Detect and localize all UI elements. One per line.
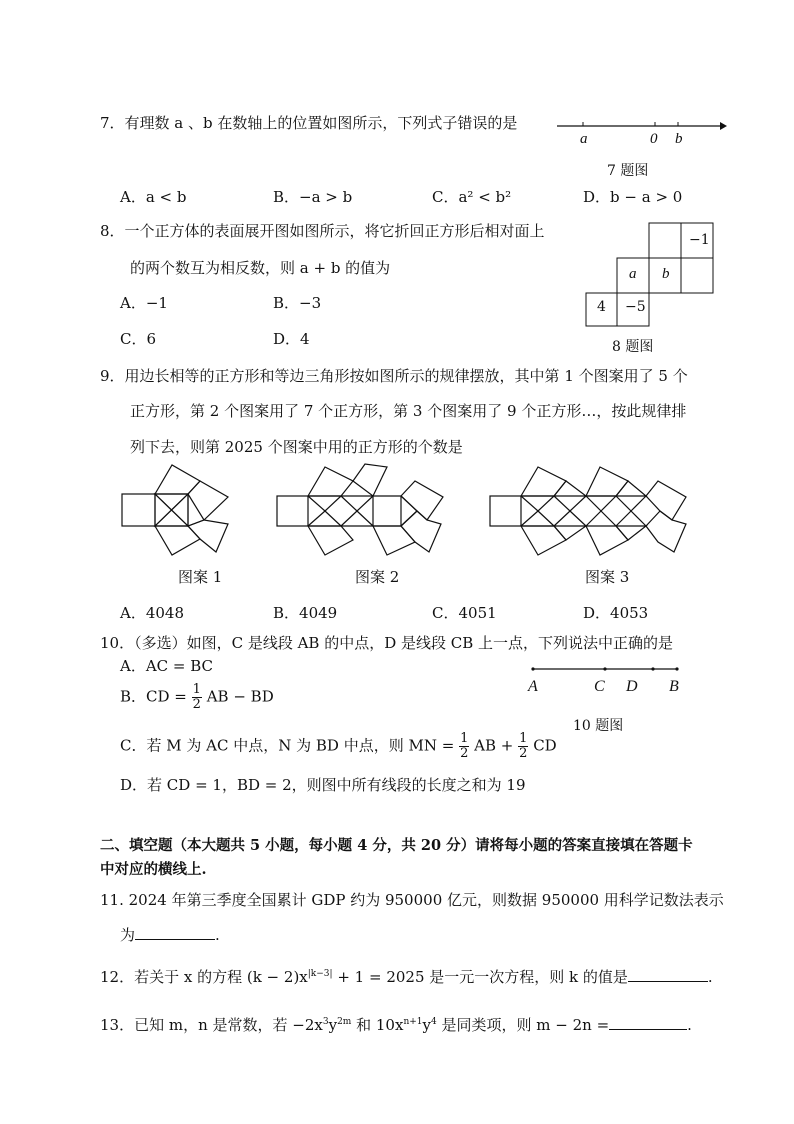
- q10-option-b: [120, 683, 274, 712]
- q7-stem: 7．有理数 a 、b 在数轴上的位置如图所示，下列式子错误的是: [100, 114, 518, 132]
- q10-point-c: C: [594, 678, 605, 695]
- q9-pattern-3-label: 图案 3: [585, 568, 630, 586]
- section2-title-line2: 中对应的横线上.: [100, 861, 207, 878]
- q10-caption: 10 题图: [573, 718, 624, 734]
- q8-stem-line2: 的两个数互为相反数，则 a + b 的值为: [130, 259, 391, 277]
- q7-caption: 7 题图: [607, 163, 649, 179]
- q13-exp2: 2m: [337, 1017, 352, 1027]
- q7-option-b: B．−a > b: [273, 188, 353, 206]
- q10-point-b: B: [669, 678, 679, 695]
- q11-line2: [120, 924, 220, 945]
- q8-cell-a: a: [629, 266, 637, 282]
- q12-prefix: 12．若关于 x 的方程 (k − 2)x: [100, 968, 308, 986]
- q9-pattern-2-label: 图案 2: [355, 568, 400, 586]
- q8-cell-b: b: [662, 266, 670, 282]
- q11-answer-blank[interactable]: [135, 925, 215, 940]
- q10-option-c-suffix: CD: [533, 736, 557, 755]
- q10-option-c-prefix: C．若 M 为 AC 中点，N 为 BD 中点，则 MN =: [120, 736, 455, 755]
- q9-option-b: B．4049: [273, 604, 338, 622]
- q8-cell-bottom-left: 4: [597, 299, 606, 315]
- q9-pattern-3: [488, 462, 698, 557]
- q11-line1: 11. 2024 年第三季度全国累计 GDP 约为 950000 亿元，则数据 950000 用科学记数法表示: [100, 891, 724, 909]
- q10-option-b-suffix: AB − BD: [206, 687, 274, 706]
- q7-option-d: D．b − a > 0: [583, 188, 683, 206]
- q12-line: [100, 966, 713, 987]
- q13-prefix: 13．已知 m，n 是常数，若 −2x: [100, 1016, 323, 1034]
- q12-middle: + 1 = 2025 是一元一次方程，则 k 的值是: [332, 968, 628, 986]
- q12-answer-blank[interactable]: [628, 967, 708, 982]
- q13-answer-blank[interactable]: [609, 1015, 687, 1030]
- q11-line2-prefix: 为: [120, 926, 136, 944]
- q9-pattern-1-label: 图案 1: [178, 568, 223, 586]
- q10-point-d: D: [626, 678, 638, 695]
- q13-line: [100, 1014, 692, 1035]
- q9-option-a: A．4048: [120, 604, 185, 622]
- q9-line1: 9．用边长相等的正方形和等边三角形按如图所示的规律摆放，其中第 1 个图案用了 5 个: [100, 367, 688, 385]
- q7-option-a: A．a < b: [120, 188, 187, 206]
- q10-option-b-prefix: B．CD =: [120, 687, 187, 706]
- q8-stem-line1: 8．一个正方体的表面展开图如图所示，将它折回正方形后相对面上: [100, 222, 545, 240]
- q8-cell-bottom-mid: −5: [625, 299, 646, 315]
- q7-option-c: C．a² < b²: [432, 188, 512, 206]
- q8-option-a: A．−1: [120, 294, 168, 312]
- q10-point-a: A: [528, 678, 538, 695]
- q9-option-c: C．4051: [432, 604, 497, 622]
- q8-option-b: B．−3: [273, 294, 322, 312]
- q8-caption: 8 题图: [612, 339, 654, 355]
- q9-line3: 列下去，则第 2025 个图案中用的正方形的个数是: [130, 438, 463, 456]
- q8-option-d: D．4: [273, 330, 310, 348]
- q10-option-c-fraction-2: $\frac{1}{2}$: [519, 731, 528, 761]
- q13-mid1: y: [328, 1016, 338, 1034]
- q9-option-d: D．4053: [583, 604, 649, 622]
- q9-pattern-1: [120, 462, 245, 557]
- q12-suffix: .: [707, 968, 713, 986]
- q10-option-c-mid: AB +: [474, 736, 514, 755]
- q11-line2-suffix: .: [215, 926, 220, 944]
- q10-option-c-fraction-1: $\frac{1}{2}$: [460, 731, 469, 761]
- q10-option-c: [120, 732, 557, 761]
- q13-suffix-text: 是同类项，则 m − 2n =: [436, 1016, 610, 1034]
- q7-label-zero: 0: [650, 131, 658, 147]
- q13-exp1: 3: [322, 1017, 329, 1027]
- q13-exp4: 4: [431, 1017, 437, 1027]
- q10-option-d: D．若 CD = 1，BD = 2，则图中所有线段的长度之和为 19: [120, 776, 526, 794]
- q8-cell-top-right: −1: [689, 232, 710, 248]
- q13-mid2: 和 10x: [351, 1016, 404, 1034]
- q13-end: .: [687, 1016, 692, 1034]
- q9-line2: 正方形，第 2 个图案用了 7 个正方形，第 3 个图案用了 9 个正方形…，按此规律排: [130, 402, 687, 420]
- section2-title-line1: 二、填空题（本大题共 5 小题，每小题 4 分，共 20 分）请将每小题的答案直接填在答题卡: [100, 837, 693, 854]
- q13-exp3: n+1: [403, 1017, 423, 1027]
- q12-exponent: |k−3|: [307, 969, 333, 979]
- q10-option-a: A．AC = BC: [120, 657, 214, 675]
- q7-label-b: b: [675, 131, 683, 147]
- q9-pattern-2: [275, 462, 460, 557]
- q8-option-c: C．6: [120, 330, 157, 348]
- q7-label-a: a: [580, 131, 588, 147]
- q10-stem: 10．（多选）如图，C 是线段 AB 的中点，D 是线段 CB 上一点，下列说法中正确的是: [100, 634, 674, 652]
- q10-segment-figure: [530, 666, 680, 676]
- q13-mid3: y: [422, 1016, 431, 1034]
- q10-option-b-fraction: $\frac{1}{2}$: [192, 682, 201, 712]
